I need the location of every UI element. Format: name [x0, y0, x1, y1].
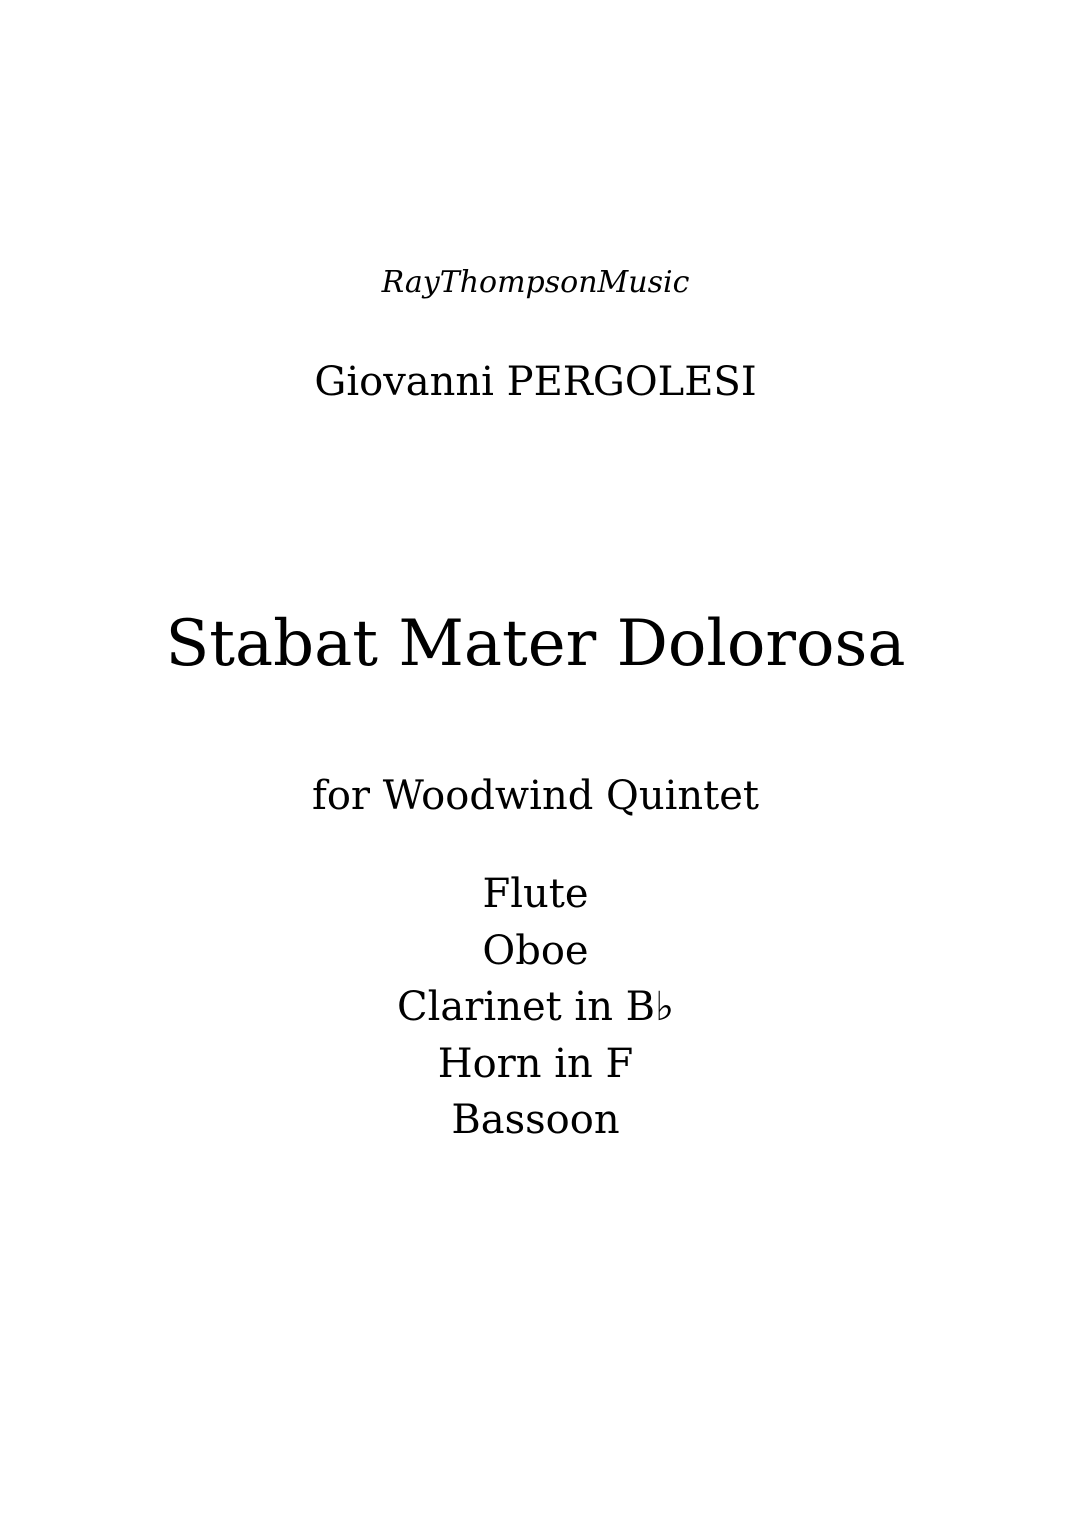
instrument-clarinet: Clarinet in B♭	[397, 984, 674, 1030]
work-title: Stabat Mater Dolorosa	[165, 607, 906, 681]
composer-name: Giovanni PERGOLESI	[314, 359, 757, 405]
instrument-flute: Flute	[482, 871, 589, 917]
publisher-name: RayThompsonMusic	[381, 265, 690, 300]
instrument-horn: Horn in F	[437, 1040, 634, 1087]
instrument-list	[0, 866, 1071, 1149]
instrument-bassoon: Bassoon	[451, 1097, 620, 1143]
ensemble-subtitle: for Woodwind Quintet	[312, 773, 759, 819]
instrument-oboe: Oboe	[482, 927, 589, 974]
